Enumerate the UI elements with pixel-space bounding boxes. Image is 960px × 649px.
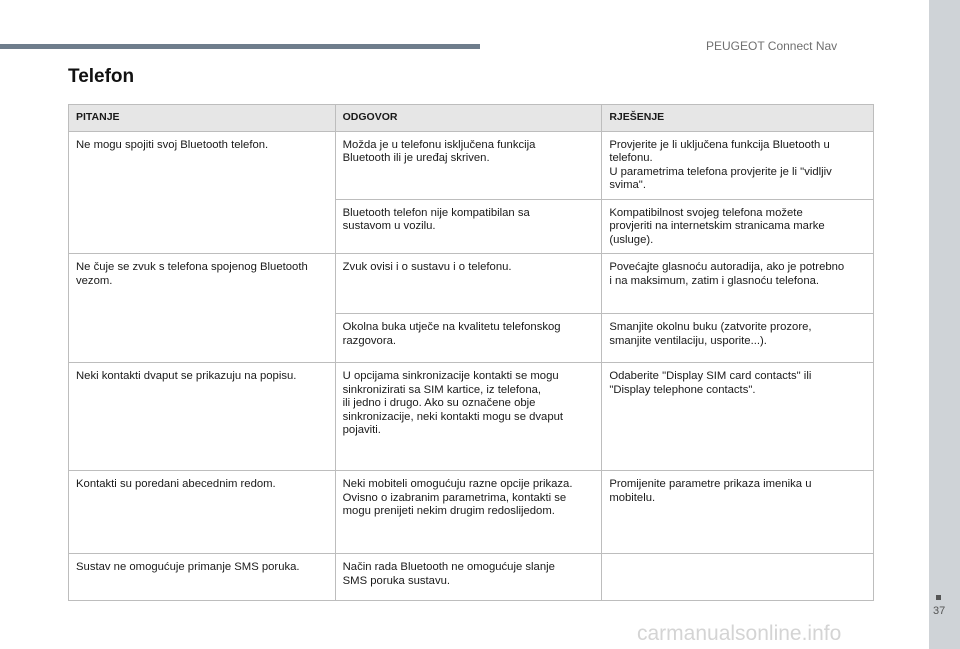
column-header-answer: ODGOVOR (335, 105, 602, 132)
brand-label: PEUGEOT Connect Nav (706, 39, 838, 53)
question-cell: Ne čuje se zvuk s telefona spojenog Bluetooth vezom. (69, 254, 336, 363)
column-header-question: PITANJE (69, 105, 336, 132)
table-header-row (69, 105, 874, 132)
solution-cell: Povećajte glasnoću autoradija, ako je potrebno i na maksimum, zatim i glasnoću telefona. (602, 254, 874, 314)
answer-cell: U opcijama sinkronizacije kontakti se mogu sinkronizirati sa SIM kartice, iz telefona, ili jedno i drugo. Ako su označene obje sinkronizacije, neki kontakti mogu se dvaput pojaviti. (335, 363, 602, 471)
solution-cell: Promijenite parametre prikaza imenika u mobitelu. (602, 471, 874, 554)
answer-cell: Način rada Bluetooth ne omogućuje slanje SMS poruka sustavu. (335, 554, 602, 601)
answer-cell: Neki mobiteli omogućuju razne opcije prikaza. Ovisno o izabranim parametrima, kontakti se mogu prenijeti nekim drugim redoslijedom. (335, 471, 602, 554)
solution-cell: Kompatibilnost svojeg telefona možete provjeriti na internetskim stranicama marke (usluge). (602, 199, 874, 254)
question-cell: Neki kontakti dvaput se prikazuju na popisu. (69, 363, 336, 471)
table-row (69, 254, 874, 314)
column-header-solution: RJEŠENJE (602, 105, 874, 132)
answer-cell: Bluetooth telefon nije kompatibilan sa sustavom u vozilu. (335, 199, 602, 254)
table-row (69, 554, 874, 601)
section-title: Telefon (68, 66, 135, 87)
answer-cell: Okolna buka utječe na kvalitetu telefonskog razgovora. (335, 314, 602, 363)
solution-cell (602, 554, 874, 601)
answer-cell: Zvuk ovisi i o sustavu i o telefonu. (335, 254, 602, 314)
question-cell: Kontakti su poredani abecednim redom. (69, 471, 336, 554)
table-row (69, 471, 874, 554)
page-side-strip (929, 0, 960, 649)
solution-cell: Odaberite "Display SIM card contacts" ili "Display telephone contacts". (602, 363, 874, 471)
table-row (69, 363, 874, 471)
question-cell: Ne mogu spojiti svoj Bluetooth telefon. (69, 131, 336, 254)
answer-cell: Možda je u telefonu isključena funkcija Bluetooth ili je uređaj skriven. (335, 131, 602, 199)
header-rule (0, 44, 480, 49)
table-row (69, 131, 874, 199)
solution-cell: Smanjite okolnu buku (zatvorite prozore, smanjite ventilaciju, usporite...). (602, 314, 874, 363)
page-number: 37 (933, 605, 946, 617)
solution-cell: Provjerite je li uključena funkcija Bluetooth u telefonu. U parametrima telefona provjerite je li "vidljiv svima". (602, 131, 874, 199)
watermark: carmanualsonline.info (637, 622, 842, 645)
page-marker-icon (936, 595, 941, 600)
faq-table (68, 104, 874, 601)
question-cell: Sustav ne omogućuje primanje SMS poruka. (69, 554, 336, 601)
